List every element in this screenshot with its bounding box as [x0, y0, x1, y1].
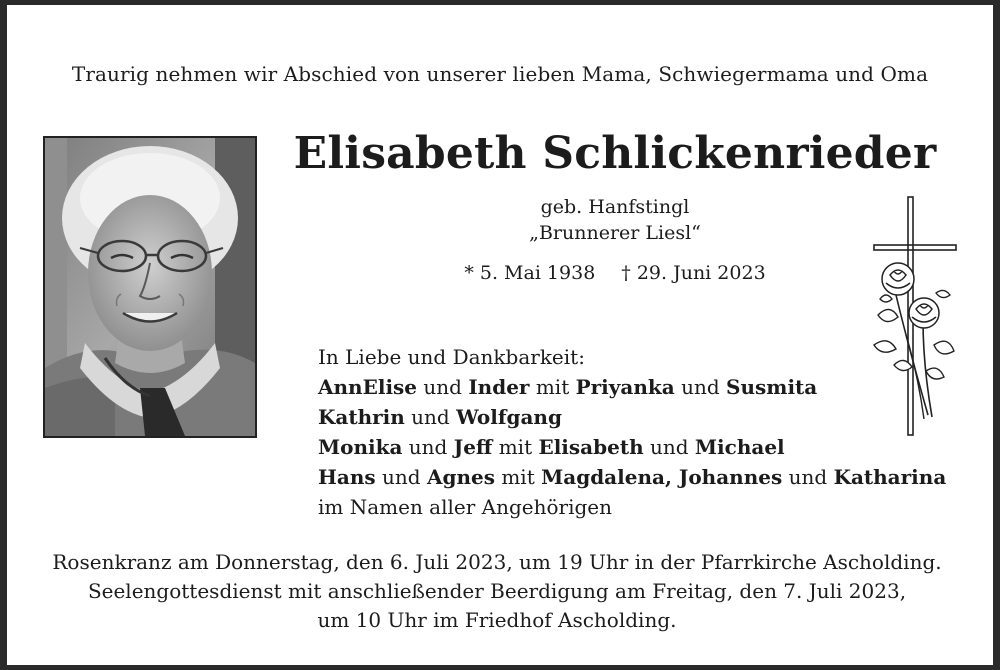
maiden-name: geb. Hanfstingl [540, 196, 690, 218]
family-member: Kathrin [318, 405, 405, 429]
deceased-name: Elisabeth Schlickenrieder [293, 128, 937, 179]
family-member: Agnes [426, 465, 495, 489]
family-line-1 [318, 372, 946, 402]
family-member: Magdalena, Johannes [541, 465, 783, 489]
service-line-cemetery: um 10 Uhr im Friedhof Ascholding. [317, 608, 677, 632]
family-member: Inder [468, 375, 530, 399]
connector-word: und [423, 375, 462, 399]
life-dates [390, 262, 840, 284]
family-member: Jeff [453, 435, 493, 459]
connector-word: und [382, 465, 421, 489]
family-line-4 [318, 462, 946, 492]
birth-date: * 5. Mai 1938 [464, 262, 596, 284]
family-member: Elisabeth [538, 435, 644, 459]
death-date: † 29. Juni 2023 [621, 262, 766, 284]
family-member: Michael [694, 435, 785, 459]
nickname: „Brunnerer Liesl“ [529, 222, 701, 244]
connector-word: und [408, 435, 448, 459]
family-member: Susmita [726, 375, 818, 399]
connector-word: mit [501, 465, 535, 489]
portrait-photo [43, 136, 257, 438]
connector-word: mit [535, 375, 570, 399]
family-list [318, 342, 946, 522]
family-member: Priyanka [575, 375, 675, 399]
connector-word: und [681, 375, 720, 399]
connector-word: und [411, 405, 450, 429]
family-member: AnnElise [318, 375, 418, 399]
family-member: Hans [318, 465, 376, 489]
connector-word: mit [498, 435, 533, 459]
service-line-mass: Seelengottesdienst mit anschließender Beerdigung am Freitag, den 7. Juli 2023, [87, 579, 907, 603]
service-info [0, 548, 994, 635]
family-line-3 [318, 432, 946, 462]
family-closing: im Namen aller Angehörigen [318, 495, 613, 519]
connector-word: und [649, 435, 689, 459]
family-member: Katharina [833, 465, 947, 489]
intro-text: Traurig nehmen wir Abschied von unserer lieben Mama, Schwiegermama und Oma [71, 62, 929, 86]
family-member: Monika [318, 435, 403, 459]
family-line-2 [318, 402, 946, 432]
family-heading: In Liebe und Dankbarkeit: [318, 345, 585, 369]
family-member: Wolfgang [456, 405, 562, 429]
connector-word: und [788, 465, 828, 489]
service-line-rosary: Rosenkranz am Donnerstag, den 6. Juli 2023, um 19 Uhr in der Pfarrkirche Ascholding. [52, 550, 942, 574]
